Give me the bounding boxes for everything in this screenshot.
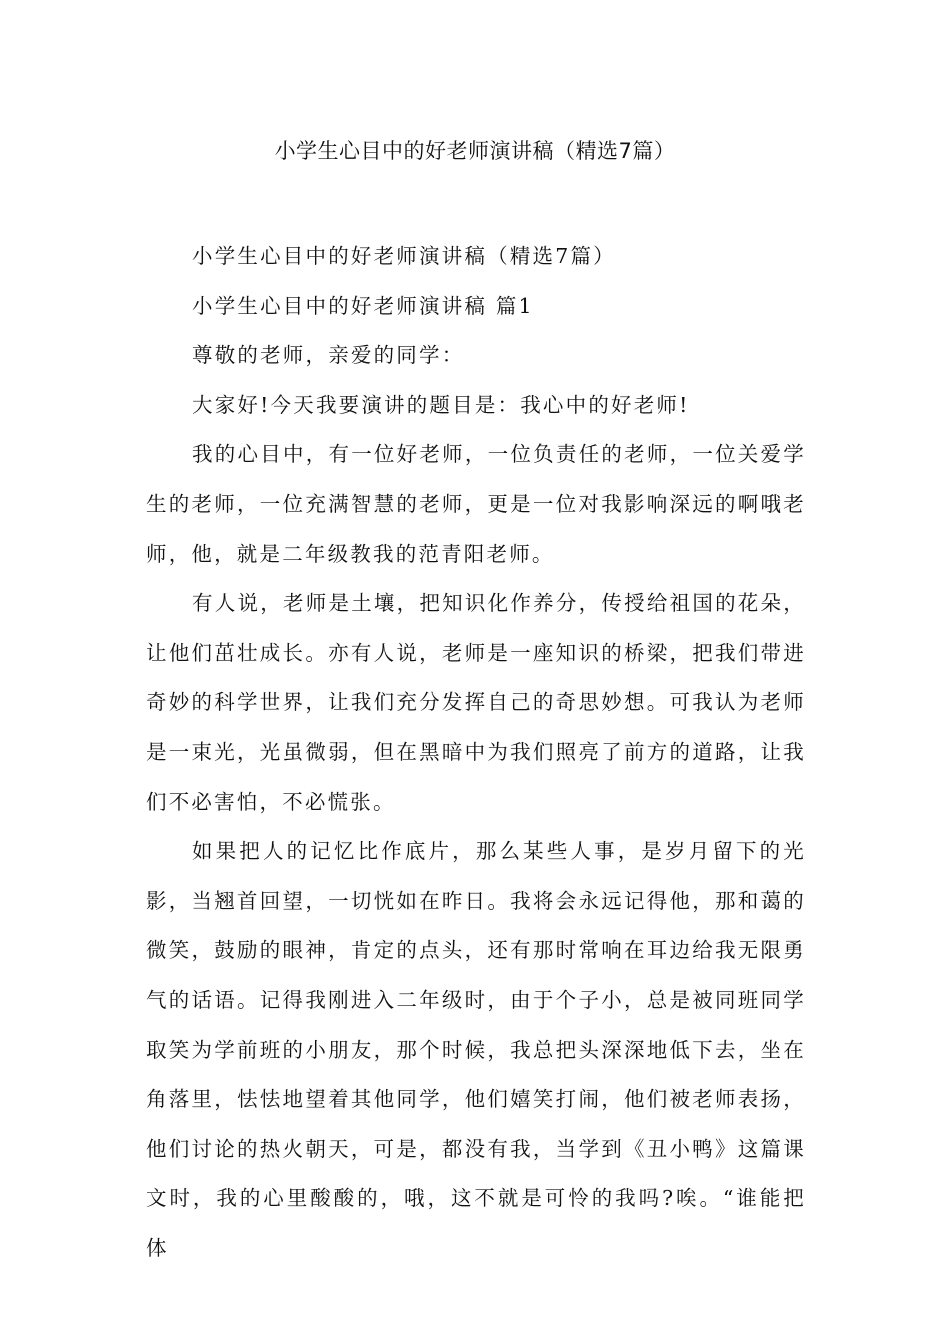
body-paragraph: 我的心目中，有一位好老师，一位负责任的老师，一位关爱学生的老师，一位充满智慧的老师，更是一位对我影响深远的啊哦老师，他，就是二年级教我的范青阳老师。 [146, 442, 806, 566]
intro-title-line: 小学生心目中的好老师演讲稿（精选7篇） [192, 244, 616, 268]
greeting: 大家好!今天我要演讲的题目是：我心中的好老师! [192, 392, 690, 417]
section-heading: 小学生心目中的好老师演讲稿 篇1 [192, 293, 534, 318]
body-paragraph: 如果把人的记忆比作底片，那么某些人事，是岁月留下的光影，当翘首回望，一切恍如在昨日。我将会永远记得他，那和蔼的微笑，鼓励的眼神，肯定的点头，还有那时常响在耳边给我无限勇气的话语。记得我刚进入二年级时，由于个子小，总是被同班同学取笑为学前班的小朋友，那个时候，我总把头深深地低下去，坐在角落里，怯怯地望着其他同学，他们嬉笑打闹，他们被老师表扬，他们讨论的热火朝天，可是，都没有我，当学到《丑小鸭》这篇课文时，我的心里酸酸的，哦，这不就是可怜的我吗?唉。“谁能把体 [146, 839, 806, 1260]
body-paragraph: 有人说，老师是土壤，把知识化作养分，传授给祖国的花朵，让他们茁壮成长。亦有人说，老师是一座知识的桥梁，把我们带进奇妙的科学世界，让我们充分发挥自己的奇思妙想。可我认为老师是一束光，光虽微弱，但在黑暗中为我们照亮了前方的道路，让我们不必害怕，不必慌张。 [146, 591, 806, 814]
salutation: 尊敬的老师，亲爱的同学： [192, 343, 465, 368]
document-title: 小学生心目中的好老师演讲稿（精选7篇） [274, 139, 676, 163]
document-body [146, 232, 806, 1273]
